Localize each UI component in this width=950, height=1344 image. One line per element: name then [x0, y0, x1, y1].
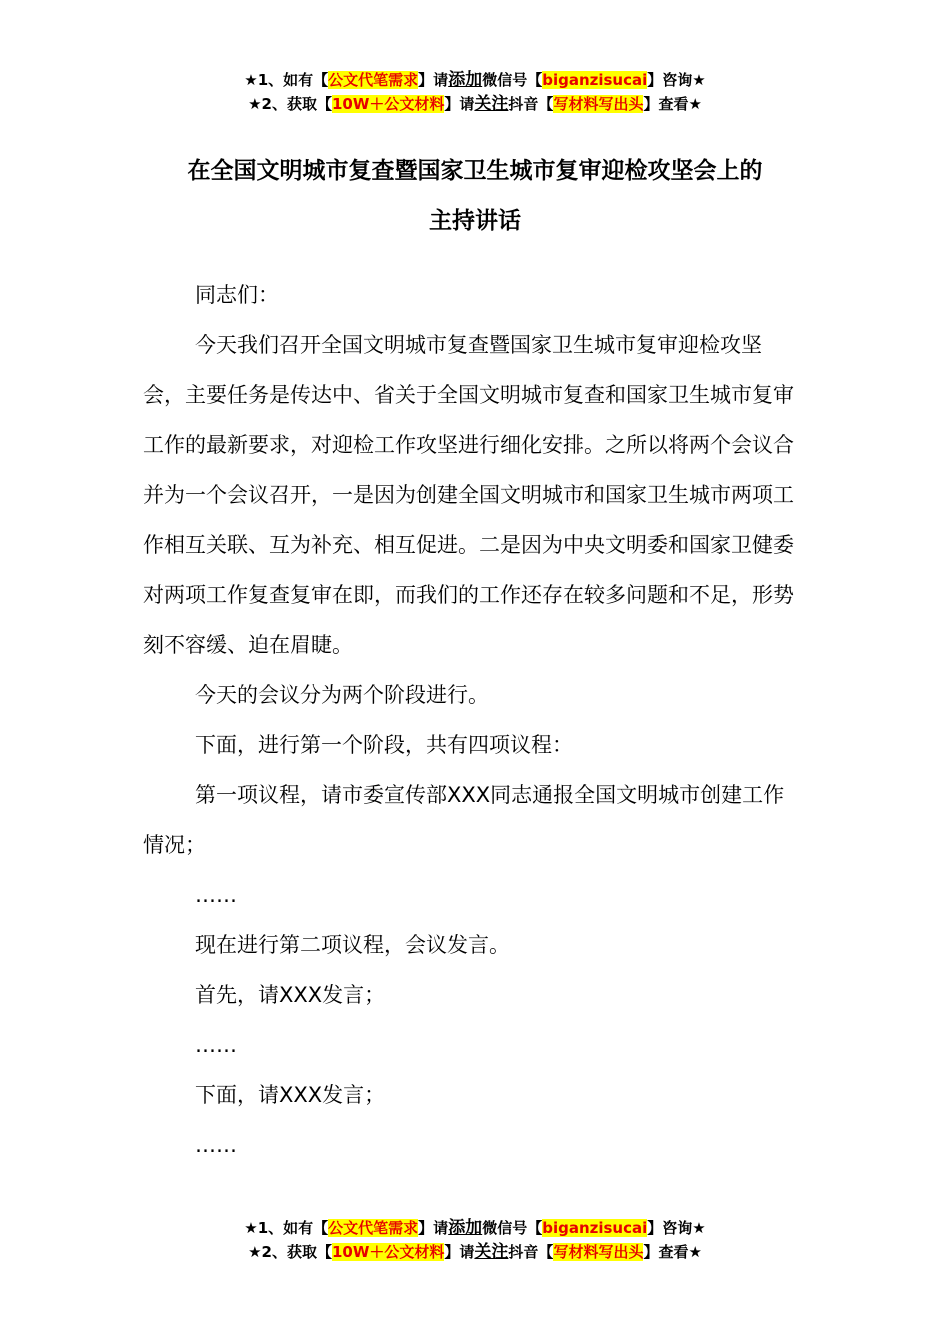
douyin-id-highlight: 写材料写出头 — [553, 1243, 644, 1261]
body-paragraph: 第一项议程，请市委宣传部XXX同志通报全国文明城市创建工作情况； — [143, 783, 785, 857]
banner-text: 】请 — [444, 95, 475, 113]
ellipsis: …… — [195, 1033, 237, 1057]
banner-text: ★2、获取【 — [248, 1243, 332, 1261]
banner-text: ★2、获取【 — [248, 95, 332, 113]
banner-highlight: 10W＋公文材料 — [331, 95, 445, 113]
body-paragraph: 现在进行第二项议程，会议发言。 — [195, 933, 510, 957]
banner-emphasis: 添加 — [448, 1218, 483, 1238]
title-line-1: 在全国文明城市复查暨国家卫生城市复审迎检攻坚会上的 — [187, 158, 763, 184]
banner-highlight: 公文代笔需求 — [328, 71, 419, 89]
document-title — [0, 146, 950, 246]
wechat-id-highlight: biganzisucai — [542, 71, 648, 89]
banner-text: 】请 — [444, 1243, 475, 1261]
salutation: 同志们： — [195, 283, 279, 307]
body-paragraph: 首先，请XXX发言； — [195, 983, 386, 1007]
banner-text: ★1、如有【 — [244, 71, 329, 89]
banner-emphasis: 关注 — [474, 1242, 509, 1262]
banner-text: 】请 — [418, 1219, 449, 1237]
footer-banner — [0, 1216, 950, 1264]
banner-text: 微信号【 — [482, 71, 543, 89]
banner-emphasis: 关注 — [474, 94, 509, 114]
wechat-id-highlight: biganzisucai — [542, 1219, 648, 1237]
banner-line-2 — [0, 92, 950, 116]
banner-text: 】查看★ — [643, 95, 702, 113]
body-paragraph: 下面，进行第一个阶段，共有四项议程： — [195, 733, 573, 757]
document-body — [143, 270, 803, 1170]
banner-line-1 — [0, 68, 950, 92]
douyin-id-highlight: 写材料写出头 — [553, 95, 644, 113]
header-banner — [0, 68, 950, 116]
banner-text: 】请 — [418, 71, 449, 89]
banner-line-2 — [0, 1240, 950, 1264]
title-line-2: 主持讲话 — [429, 208, 521, 234]
banner-text: ★1、如有【 — [244, 1219, 329, 1237]
banner-emphasis: 添加 — [448, 70, 483, 90]
banner-line-1 — [0, 1216, 950, 1240]
body-paragraph: 今天我们召开全国文明城市复查暨国家卫生城市复审迎检攻坚会，主要任务是传达中、省关于全国文明城市复查和国家卫生城市复审工作的最新要求，对迎检工作攻坚进行细化安排。之所以将两个会议合并为一个会议召开，一是因为创建全国文明城市和国家卫生城市两项工作相互关联、互为补充、相互促进。二是因为中央文明委和国家卫健委对两项工作复查复审在即，而我们的工作还存在较多问题和不足，形势刻不容缓、迫在眉睫。 — [143, 333, 794, 657]
banner-text: 抖音【 — [508, 1243, 554, 1261]
ellipsis: …… — [195, 1133, 237, 1157]
banner-text: 微信号【 — [482, 1219, 543, 1237]
banner-highlight: 10W＋公文材料 — [331, 1243, 445, 1261]
banner-highlight: 公文代笔需求 — [328, 1219, 419, 1237]
body-paragraph: 今天的会议分为两个阶段进行。 — [195, 683, 489, 707]
banner-text: 】咨询★ — [647, 71, 706, 89]
ellipsis: …… — [195, 883, 237, 907]
banner-text: 】查看★ — [643, 1243, 702, 1261]
body-paragraph: 下面，请XXX发言； — [195, 1083, 386, 1107]
banner-text: 】咨询★ — [647, 1219, 706, 1237]
banner-text: 抖音【 — [508, 95, 554, 113]
